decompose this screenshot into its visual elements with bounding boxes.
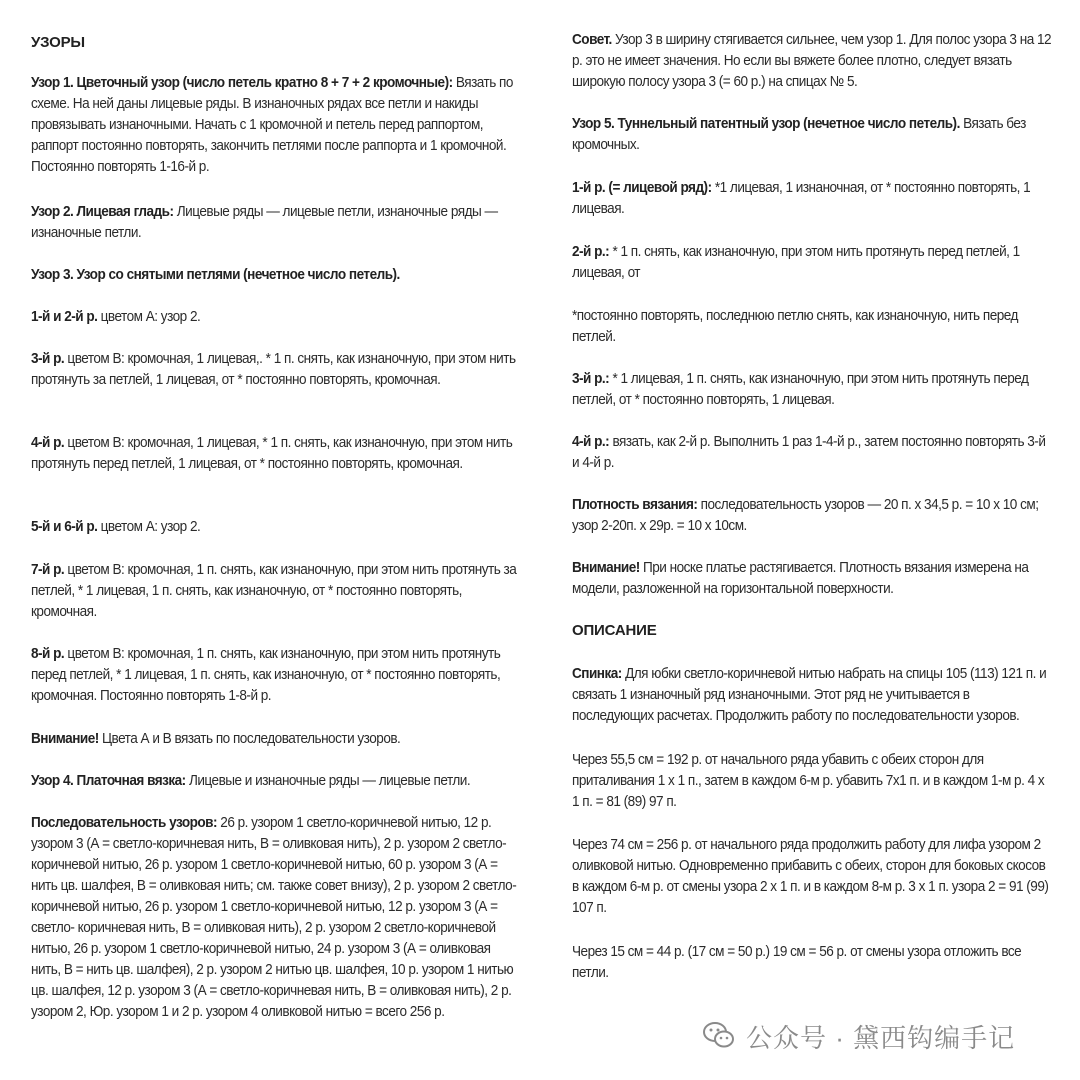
rows-5-6-title: 5-й и 6-й р. bbox=[31, 519, 98, 535]
pattern-5-text: Вязать без кромочных. bbox=[572, 116, 1026, 153]
tip-paragraph bbox=[572, 30, 1052, 93]
p5-row-4-text: вязать, как 2-й р. Выполнить 1 раз 1-4-й р., затем постоянно повторять 3-й и 4-й р. bbox=[572, 434, 1046, 471]
wechat-icon bbox=[702, 1019, 736, 1053]
row-7-title: 7-й р. bbox=[31, 562, 65, 578]
gauge-paragraph bbox=[572, 495, 1052, 537]
pattern-2-text: Лицевые ряды — лицевые петли, изнаночные ряды — изнаночные петли. bbox=[31, 204, 498, 241]
p5-row-2-continued-text: *постоянно повторять, последнюю петлю снять, как изнаночную, нить перед петлей. bbox=[572, 308, 1018, 345]
pattern-5-row-1 bbox=[572, 178, 1052, 220]
pattern-5-row-2 bbox=[572, 242, 1052, 284]
pattern-1-paragraph bbox=[31, 73, 521, 178]
p5-row-1-title: 1-й р. (= лицевой ряд): bbox=[572, 180, 712, 196]
tip-title: Совет. bbox=[572, 32, 612, 48]
p5-row-3-text: * 1 лицевая, 1 п. снять, как изнаночную, при этом нить протянуть перед петлей, от * постоянно повторять, 1 лицевая. bbox=[572, 371, 1029, 408]
pattern-5-row-3 bbox=[572, 369, 1052, 411]
gauge-text: последовательность узоров — 20 п. х 34,5 р. = 10 х 10 см; узор 2-20п. х 29р. = 10 х 10см. bbox=[572, 497, 1039, 534]
back-piece-text: Для юбки светло-коричневой нитью набрать на спицы 105 (113) 121 п. и связать 1 изнаночный ряд изнаночными. Этот ряд не учитывается в последующих расчетах. Продолжить работу по последовательности узоров. bbox=[572, 666, 1047, 724]
pattern-3-row-8 bbox=[31, 644, 521, 707]
row-4-text: цветом В: кромочная, 1 лицевая, * 1 п. снять, как изнаночную, при этом нить протянуть перед петлей, 1 лицевая, от * постоянно повторять, кромочная. bbox=[31, 435, 513, 472]
pattern-5-row-2-continued bbox=[572, 306, 1052, 348]
pattern-5-paragraph bbox=[572, 114, 1052, 156]
attention-note-colors bbox=[31, 729, 521, 750]
pattern-4-text: Лицевые и изнаночные ряды — лицевые петли. bbox=[185, 773, 471, 789]
p5-row-3-title: 3-й р.: bbox=[572, 371, 610, 387]
pattern-sequence-paragraph bbox=[31, 813, 521, 1023]
row-3-title: 3-й р. bbox=[31, 351, 65, 367]
p5-row-2-text: * 1 п. снять, как изнаночную, при этом нить протянуть перед петлей, 1 лицевая, от bbox=[572, 244, 1020, 281]
pattern-3-row-7 bbox=[31, 560, 521, 623]
rows-1-2-title: 1-й и 2-й р. bbox=[31, 309, 98, 325]
p5-row-1-text: *1 лицевая, 1 изнаночная, от * постоянно повторять, 1 лицевая. bbox=[572, 180, 1031, 217]
pattern-3-row-3 bbox=[31, 349, 521, 391]
back-piece-paragraph bbox=[572, 664, 1052, 727]
row-4-title: 4-й р. bbox=[31, 435, 65, 451]
pattern-3-rows-5-6 bbox=[31, 517, 521, 538]
section-heading-description: ОПИСАНИЕ bbox=[572, 622, 657, 639]
section-heading-patterns: УЗОРЫ bbox=[31, 34, 85, 51]
row-8-text: цветом В: кромочная, 1 п. снять, как изнаночную, при этом нить протянуть перед петлей, * 1 лицевая, 1 п. снять, как изнаночную, от * постоянно повторять, кромочная. Постоянно повторять 1-8-й р. bbox=[31, 646, 501, 704]
attention-text: Цвета А и В вязать по последовательности узоров. bbox=[98, 731, 401, 747]
bind-off-text: Через 15 см = 44 р. (17 см = 50 р.) 19 см = 56 р. от смены узора отложить все петли. bbox=[572, 944, 1022, 981]
bodice-paragraph bbox=[572, 835, 1052, 919]
pattern-3-heading bbox=[31, 265, 521, 286]
pattern-3-rows-1-2 bbox=[31, 307, 521, 328]
row-3-text: цветом В: кромочная, 1 лицевая,. * 1 п. снять, как изнаночную, при этом нить протянуть за петлей, 1 лицевая, от * постоянно повторять, кромочная. bbox=[31, 351, 516, 388]
p5-row-4-title: 4-й р.: bbox=[572, 434, 610, 450]
back-piece-title: Спинка: bbox=[572, 666, 622, 682]
tip-text: Узор 3 в ширину стягивается сильнее, чем узор 1. Для полос узора 3 на 12 р. это не имеет значения. Но если вы вяжете более плотно, следует вязать широкую полосу узора 3 (= 60 р.) на спицах № 5. bbox=[572, 32, 1052, 90]
waist-decrease-paragraph bbox=[572, 750, 1052, 813]
attention-stretch-title: Внимание! bbox=[572, 560, 640, 576]
pattern-sequence-text: 26 р. узором 1 светло-коричневой нитью, 12 р. узором 3 (А = светло-коричневая нить, В = оливковая нить), 2 р. узором 2 светло-коричневой нитью, 26 р. узором 1 светло-коричневой нитью, 60 р. узором 3 (А = нить цв. шалфея, В = оливковая нить; см. также совет внизу), 2 р. узором 2 светло-коричневой нитью, 26 р. узором 1 светло-коричневой нитью, 12 р. узором 3 (А = светло- коричневая нить, В = оливковая нить), 2 р. узором 2 светло-коричневой нитью, 26 р. узором 1 светло-коричневой нитью, 24 р. узором 3 (А = оливковая нить, В = нить цв. шалфея), 2 р. узором 2 нитью цв. шалфея, 10 р. узором 1 нитью цв. шалфея, 12 р. узором 3 (А = светло-коричневая нить, В = оливковая нить), 2 р. узором 2, Юр. узором 1 и 2 р. узором 4 оливковой нитью = всего 256 р. bbox=[31, 815, 517, 1020]
rows-1-2-text: цветом А: узор 2. bbox=[97, 309, 201, 325]
row-7-text: цветом В: кромочная, 1 п. снять, как изнаночную, при этом нить протянуть за петлей, * 1 лицевая, 1 п. снять, как изнаночную, от * постоянно повторять, кромочная. bbox=[31, 562, 517, 620]
pattern-sequence-title: Последовательность узоров: bbox=[31, 815, 218, 831]
rows-5-6-text: цветом А: узор 2. bbox=[97, 519, 201, 535]
watermark bbox=[702, 1016, 1015, 1056]
pattern-1-title: Узор 1. Цветочный узор (число петель кратно 8 + 7 + 2 кромочные): bbox=[31, 75, 453, 91]
pattern-5-title: Узор 5. Туннельный патентный узор (нечетное число петель). bbox=[572, 116, 960, 132]
pattern-5-row-4 bbox=[572, 432, 1052, 474]
p5-row-2-title: 2-й р.: bbox=[572, 244, 610, 260]
bind-off-paragraph bbox=[572, 942, 1052, 984]
attention-stretch-text: При носке платье растягивается. Плотность вязания измерена на модели, разложенной на горизонтальной поверхности. bbox=[572, 560, 1029, 597]
gauge-title: Плотность вязания: bbox=[572, 497, 698, 513]
pattern-3-title: Узор 3. Узор со снятыми петлями (нечетное число петель). bbox=[31, 267, 400, 283]
pattern-1-text: Вязать по схеме. На ней даны лицевые ряды. В изнаночных рядах все петли и накиды провязывать изнаночными. Начать с 1 кромочной и петель перед раппортом, раппорт постоянно повторять, закончить петлями после раппорта и 1 кромочной. Постоянно повторять 1-16-й р. bbox=[31, 75, 513, 175]
watermark-text: 公众号 · 黛西钩编手记 bbox=[746, 1022, 1016, 1053]
bodice-text: Через 74 см = 256 р. от начального ряда продолжить работу для лифа узором 2 оливковой нитью. Одновременно прибавить с обеих, сторон для боковых скосов в каждом 6-м р. от смены узора 2 х 1 п. и в каждом 8-м р. 3 х 1 п. узора 2 = 91 (99) 107 п. bbox=[572, 837, 1049, 916]
attention-note-stretch bbox=[572, 558, 1052, 600]
pattern-3-row-4 bbox=[31, 433, 521, 475]
pattern-4-title: Узор 4. Платочная вязка: bbox=[31, 773, 186, 789]
pattern-2-paragraph bbox=[31, 202, 521, 244]
pattern-2-title: Узор 2. Лицевая гладь: bbox=[31, 204, 174, 220]
waist-decrease-text: Через 55,5 см = 192 р. от начального ряда убавить с обеих сторон для приталивания 1 х 1 п., затем в каждом 6-м р. убавить 7х1 п. и в каждом 1-м р. 4 х 1 п. = 81 (89) 97 п. bbox=[572, 752, 1045, 810]
pattern-4-paragraph bbox=[31, 771, 521, 792]
attention-title: Внимание! bbox=[31, 731, 99, 747]
row-8-title: 8-й р. bbox=[31, 646, 65, 662]
